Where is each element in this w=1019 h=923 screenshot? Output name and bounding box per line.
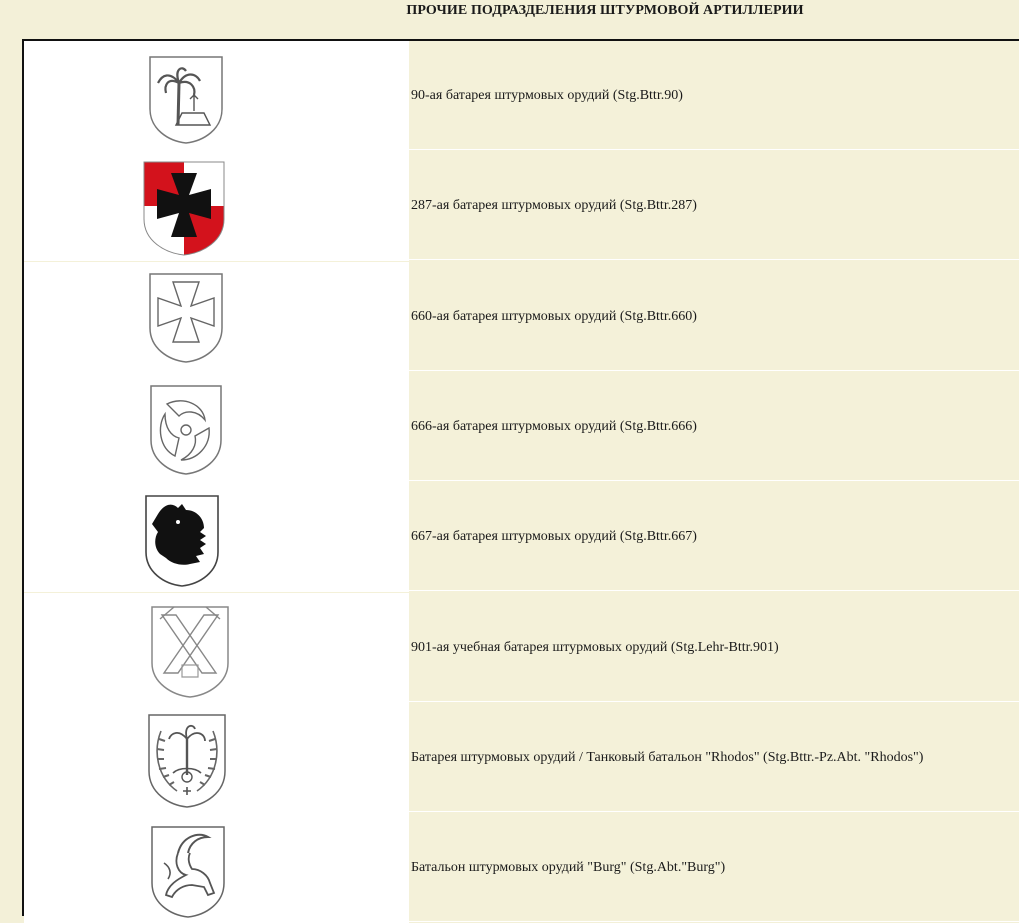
unit-label: Батарея штурмовых орудий / Танковый батальон "Rhodos" (Stg.Bttr.-Pz.Abt. "Rhodos") [411, 750, 924, 765]
bull-head-shield-icon [142, 492, 222, 588]
emblem-cell [24, 262, 409, 372]
emblem-cell [24, 41, 409, 151]
table-row [24, 262, 1019, 371]
table-row [24, 593, 1019, 702]
page-title: ПРОЧИЕ ПОДРАЗДЕЛЕНИЯ ШТУРМОВОЙ АРТИЛЛЕРИИ [406, 3, 804, 18]
table-row [24, 372, 1019, 481]
unit-label: 901-ая учебная батарея штурмовых орудий (Stg.Lehr-Bttr.901) [411, 640, 779, 655]
units-table [22, 39, 1019, 916]
label-cell [409, 703, 1019, 812]
label-cell [409, 482, 1019, 591]
table-row [24, 482, 1019, 591]
unit-label: 660-ая батарея штурмовых орудий (Stg.Bttr.660) [411, 309, 697, 324]
label-cell [409, 262, 1019, 371]
label-cell [409, 151, 1019, 260]
unit-label: 667-ая батарея штурмовых орудий (Stg.Bttr.667) [411, 529, 697, 544]
emblem-cell [24, 482, 409, 592]
label-cell [409, 593, 1019, 702]
unit-label: 90-ая батарея штурмовых орудий (Stg.Bttr.90) [411, 88, 683, 103]
palm-tree-shield-icon [146, 53, 226, 145]
emblem-cell [24, 151, 409, 261]
crossed-bars-shield-icon [148, 603, 232, 699]
emblem-cell [24, 813, 409, 923]
unit-label: 287-ая батарея штурмовых орудий (Stg.Bttr.287) [411, 198, 697, 213]
table-row [24, 41, 1019, 150]
label-cell [409, 372, 1019, 481]
emblem-cell [24, 703, 409, 813]
ibex-shield-icon [148, 823, 228, 919]
table-row [24, 703, 1019, 812]
iron-cross-red-shield-icon [141, 159, 227, 257]
table-row [24, 813, 1019, 922]
unit-label: Батальон штурмовых орудий "Burg" (Stg.Abt."Burg") [411, 860, 726, 875]
wreath-palm-shield-icon [145, 711, 229, 809]
label-cell [409, 813, 1019, 922]
emblem-cell [24, 593, 409, 703]
unit-label: 666-ая батарея штурмовых орудий (Stg.Bttr.666) [411, 419, 697, 434]
table-row [24, 151, 1019, 260]
cross-outline-shield-icon [146, 270, 226, 364]
triskele-shield-icon [147, 382, 225, 476]
emblem-cell [24, 372, 409, 482]
label-cell [409, 41, 1019, 150]
